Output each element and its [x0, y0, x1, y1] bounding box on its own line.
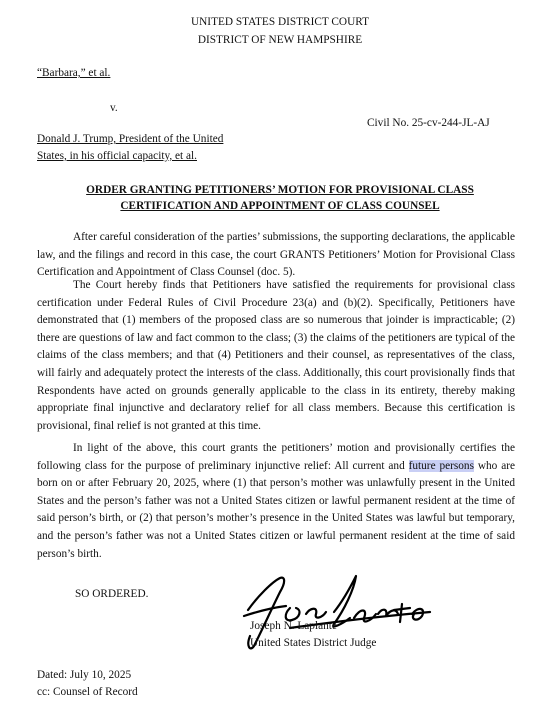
body-paragraph-3: In light of the above, this court grants the petitioners’ motion and provisionally certifies the following class for the purpose of preliminary injunctive relief: All current and future persons who are born on or after February 20, 2025, where (1) that person’s mother was unlawfully present in the United States and the person’s father was not a United States citizen or lawful permanent resident at the time of said person’s birth, or (2) that person’s mother’s presence in the United States was lawful but temporary, and the person’s father was not a United States citizen or lawful permanent resident at the time of said person’s birth. — [37, 442, 515, 560]
judge-title: United States District Judge — [250, 637, 377, 649]
respondent-line-1: Donald J. Trump, President of the United — [37, 133, 224, 145]
order-title-line-1: ORDER GRANTING PETITIONERS’ MOTION FOR PROVISIONAL CLASS — [86, 184, 474, 196]
highlighted-text[interactable]: future persons — [408, 459, 474, 472]
court-name: UNITED STATES DISTRICT COURT — [190, 16, 370, 28]
cc-line: cc: Counsel of Record — [37, 686, 138, 698]
so-ordered: SO ORDERED. — [75, 588, 149, 600]
order-title-line-2: CERTIFICATION AND APPOINTMENT OF CLASS COUNSEL — [120, 200, 440, 212]
body-paragraph-2: The Court hereby finds that Petitioners have satisfied the requirements for provisional class certification under Federal Rules of Civil Procedure 23(a) and (b)(2). Specifically, Petitioners have demonstrated that (1) members of the proposed class are so numerous that joinder is impracticable; (2) there are questions of law and fact common to the class; (3) the claims of the petitioners are typical of the claims of the class members; and that (4) Petitioners and their counsel, as representatives of the class, will fairly and adequately protect the interests of the class. Additionally, this court provisionally finds that Respondents have acted on grounds generally applicable to the class in its entirety, thereby making appropriate final injunctive and declaratory relief for all class members. Because this certification is provisional, final relief is not granted at this time. — [37, 279, 515, 432]
body-paragraph-1: After careful consideration of the parties’ submissions, the supporting declarations, the applicable law, and the filings and record in this case, the court GRANTS Petitioners’ Motion for Provisional Class Certification and Appointment of Class Counsel (doc. 5). — [37, 231, 515, 279]
petitioners-name: “Barbara,” et al. — [37, 67, 111, 79]
versus-label: v. — [110, 102, 118, 114]
judge-name: Joseph N. Laplante — [250, 620, 337, 632]
dated-line: Dated: July 10, 2025 — [37, 669, 132, 681]
case-number: Civil No. 25-cv-244-JL-AJ — [367, 117, 490, 129]
court-district: DISTRICT OF NEW HAMPSHIRE — [197, 34, 363, 46]
respondent-line-2: States, in his official capacity, et al. — [37, 150, 197, 162]
